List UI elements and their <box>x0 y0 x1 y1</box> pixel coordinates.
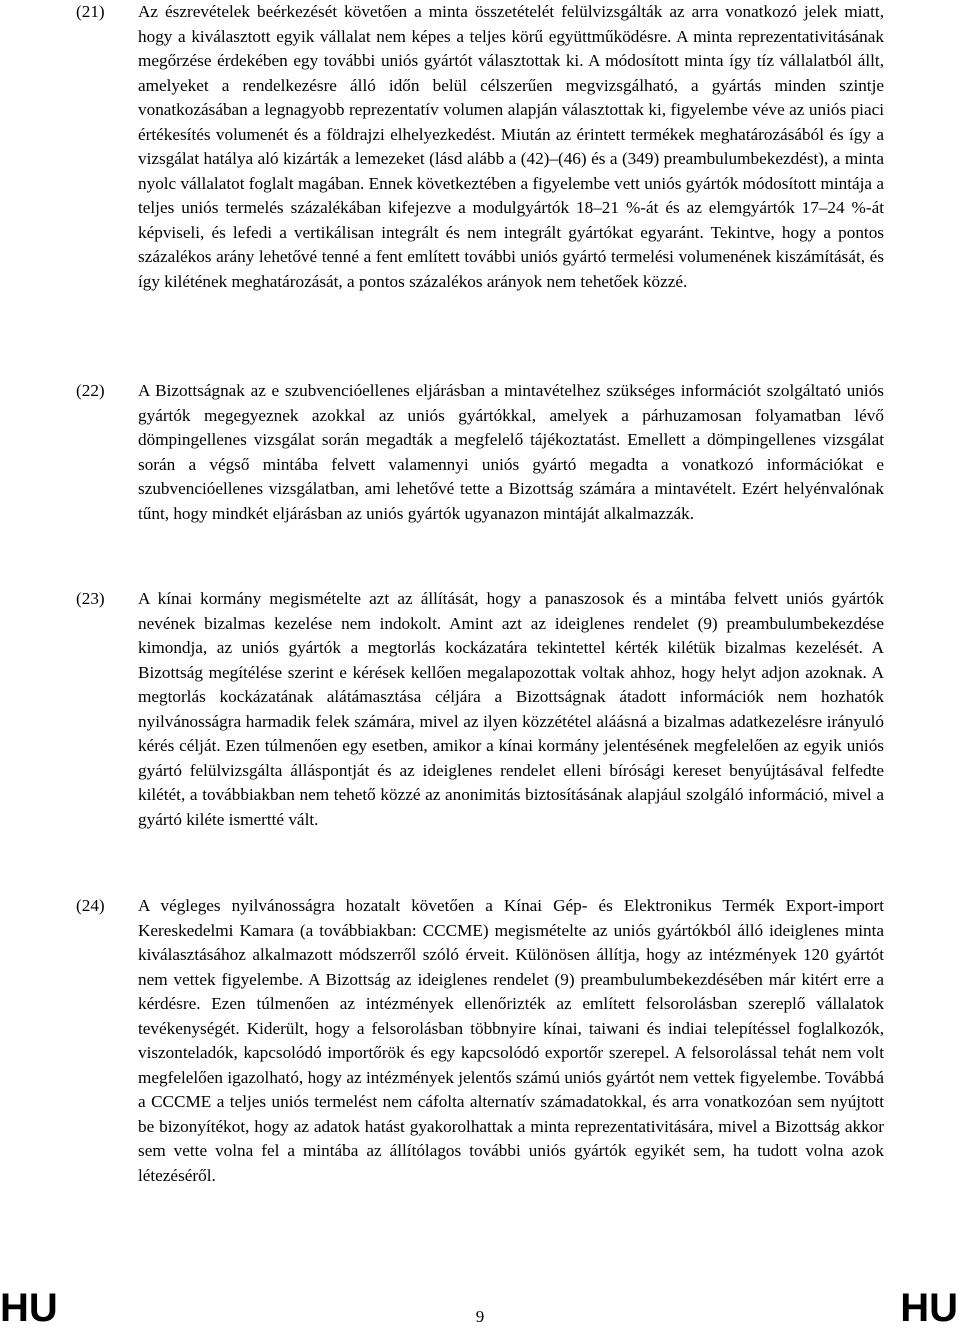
page-number: 9 <box>475 1307 485 1326</box>
paragraph-text: Az észrevételek beérkezését követően a minta összetételét felülvizsgálták az arra vonatkozó jelek miatt, hogy a kiválasztott egyik vállalat nem képes a teljes körű együttműködésre. A minta reprezentativitásának megőrzése érdekében egy további uniós gyártót választottak ki. A módosított minta így tíz vállalatból állt, amelyeket a rendelkezésre álló időn belül célszerűen megvizsgálható, a gyártás minden szintje vonatkozásában a legnagyobb reprezentatív volumen alapján választottak ki, figyelembe véve az uniós piaci értékesítés volumenét és a földrajzi elhelyezkedést. Miután az érintett termékek meghatározásából és így a vizsgálat hatálya aló kizárták a lemezeket (lásd alább a (42)–(46) és a (349) preambulumbekezdést), a minta nyolc vállalatot foglalt magában. Ennek következtében a figyelembe vett uniós gyártók módosított mintája a teljes uniós termelés százalékában kifejezve a modulgyártók 18–21 %-át és az elemgyártók 17–24 %-át képviseli, és lefedi a vertikálisan integrált és nem integrált gyártókat egyaránt. Tekintve, hogy a pontos százalékos arány lehetővé tenné a fent említett további uniós gyártó termelési volumenének kiszámítását, és így kilétének meghatározását, a pontos százalékos arányok nem tehetőek közzé. <box>138 2 884 291</box>
paragraph-text: A Bizottságnak az e szubvencióellenes eljárásban a mintavételhez szükséges információt szolgáltató uniós gyártók megegyeznek azokkal az uniós gyártókkal, amelyek a párhuzamosan folyamatban lévő dömpingellenes vizsgálat során megadták a megfelelő tájékoztatást. Emellett a dömpingellenes vizsgálat során a végső mintába felvett valamennyi uniós gyártó megadta a vonatkozó információkat e szubvencióellenes vizsgálatban, ami lehetővé tette a Bizottság számára a mintavételt. Ezért helyénvalónak tűnt, hogy mindkét eljárásban az uniós gyártók ugyanazon mintáját alkalmazzák. <box>138 381 884 523</box>
paragraph-number: (23) <box>76 589 105 608</box>
paragraph-text: A kínai kormány megismételte azt az állítását, hogy a panaszosok és a mintába felvett uniós gyártók nevének bizalmas kezelése nem indokolt. Amint azt az ideiglenes rendelet (9) preambulumbekezdése kimondja, az uniós gyártók a megtorlás kockázatára tekintettel kérték kilétük bizalmas kezelését. A Bizottság megítélése szerint e kérések kellően megalapozottak voltak ahhoz, hogy helyt adjon azoknak. A megtorlás kockázatának alátámasztása céljára a Bizottságnak átadott információk nem hozhatók nyilvánosságra harmadik felek számára, mivel az ilyen közzététel aláásná a bizalmas adatkezelésre irányuló kérés célját. Ezen túlmenően egy esetben, amikor a kínai kormány jelentésének megfelelően az egyik uniós gyártó felülvizsgálta álláspontját és az ideiglenes rendelet elleni bírósági kereset benyújtásával felfedte kilétét, a továbbiakban nem tehető közzé az anonimitás biztosításának alapjául szolgáló információ, mivel a gyártó kiléte ismertté vált. <box>138 589 884 829</box>
footer-language-code-right: HU <box>900 1286 958 1330</box>
paragraph-text: A végleges nyilvánosságra hozatalt követően a Kínai Gép- és Elektronikus Termék Export-import Kereskedelmi Kamara (a továbbiakban: CCCME) megismételte az uniós gyártókból álló ideiglenes minta kiválasztásához alkalmazott módszerről szóló érveit. Különösen állítja, hogy az intézmények 120 gyártót nem vettek figyelembe. A Bizottság az ideiglenes rendelet (9) preambulumbekezdésében már kitért erre a kérdésre. Ezen túlmenően az intézmények ellenőrizték az említett felsorolásban szereplő vállalatok tevékenységét. Kiderült, hogy a felsorolásban többnyire kínai, taiwani és indiai telepítéssel foglalkozók, viszonteladók, kapcsolódó importőrök és egy kapcsolódó exportőr szerepel. A felsorolással tehát nem volt megfelelően igazolható, hogy az intézmények jelentős számú uniós gyártót nem vettek figyelembe. Továbbá a CCCME a teljes uniós termelést nem cáfolta alternatív számadatokkal, és arra vonatkozóan sem nyújtott be bizonyítékot, hogy az adatok hatást gyakorolhattak a minta reprezentativitására, mivel a Bizottság akkor sem vette volna fel a mintába az állítólagos további uniós gyártók egyikét sem, ha tudott volna azok létezéséről. <box>138 896 884 1185</box>
paragraph-number: (24) <box>76 896 105 915</box>
footer-language-code-left: HU <box>0 1286 58 1330</box>
paragraph-number: (22) <box>76 381 105 400</box>
paragraph-number: (21) <box>76 2 105 21</box>
